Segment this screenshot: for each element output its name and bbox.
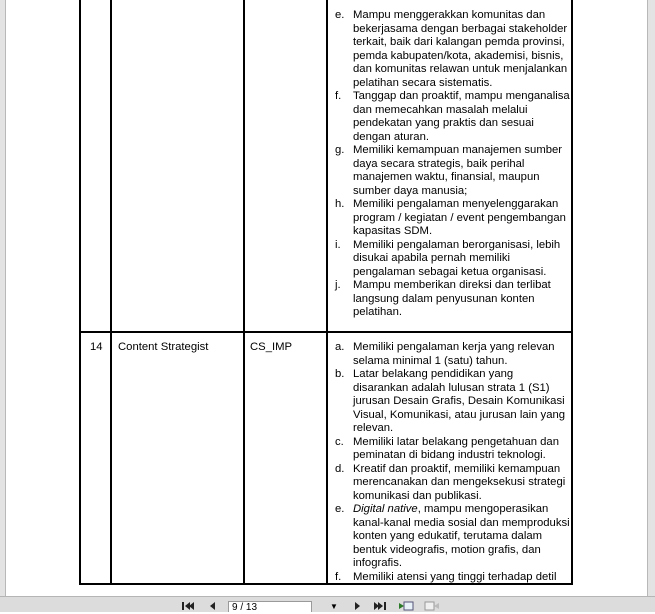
table-border-left xyxy=(79,0,81,585)
next-page-icon[interactable] xyxy=(350,601,366,612)
chevron-down-icon[interactable]: ▼ xyxy=(330,602,338,611)
list-item: c. Memiliki latar belakang pengetahuan dan peminatan di bidang industri teknologi. xyxy=(335,435,559,461)
page-number-input[interactable]: 9 / 13 xyxy=(228,601,312,612)
position-title: Content Strategist xyxy=(118,341,209,353)
viewer-right-margin xyxy=(647,0,655,596)
list-item: f. Tanggap dan proaktif, mampu menganalisa dan memecahkan masalah melalui pendekatan yang praktis dan sesuai dengan aturan. xyxy=(335,90,570,143)
first-page-icon[interactable] xyxy=(180,601,196,612)
list-item: e. Mampu menggerakkan komunitas dan bekerjasama dengan berbagai stakeholder terkait, baik dari kalangan pemda provinsi, pemda kabupaten/kota, akademisi, bisnis, dan komunitas relawan untuk menjalankan pelatihan secara sistematis. xyxy=(335,9,568,89)
document-page xyxy=(6,0,646,596)
list-item: i. Memiliki pengalaman berorganisasi, lebih disukai apabila pernah memiliki pengalaman sebagai ketua organisasi. xyxy=(335,238,561,278)
table-divider-number xyxy=(110,0,112,585)
table-divider-code xyxy=(326,0,328,585)
table-divider-position xyxy=(243,0,245,585)
pdf-toolbar xyxy=(0,596,655,612)
list-item: f. Memiliki atensi yang tinggi terhadap detil xyxy=(335,570,557,583)
position-code: CS_IMP xyxy=(250,341,293,353)
row-number: 14 xyxy=(90,341,103,353)
last-page-icon[interactable] xyxy=(372,601,388,612)
row-13-requirements xyxy=(335,9,570,320)
list-item: g. Memiliki kemampuan manajemen sumber daya secara strategis, baik perihal manajemen waktu, finansial, maupun sumber daya manusia; xyxy=(335,144,563,197)
list-item: a. Memiliki pengalaman kerja yang relevan selama minimal 1 (satu) tahun. xyxy=(335,341,555,367)
list-item: e. Digital native, mampu mengoperasikan kanal-kanal media sosial dan memproduksi konten yang edukatif, terutama dalam bentuk videografis, motion grafis, dan infografis. xyxy=(335,503,570,569)
previous-page-icon[interactable] xyxy=(204,601,220,612)
list-item: j. Mampu memberikan direksi dan terlibat langsung dalam penyusunan konten pelatihan. xyxy=(335,279,551,318)
list-item: h. Memiliki pengalaman menyelenggarakan program / kegiatan / event pengembangan kapasitas SDM. xyxy=(335,198,566,237)
list-item: b. Latar belakang pendidikan yang disarankan adalah lulusan strata 1 (S1) jurusan Desain Grafis, Desain Komunikasi Visual, Komunikasi, atau jurusan lain yang relevan. xyxy=(335,368,566,434)
table-border-right xyxy=(571,0,573,585)
row-separator xyxy=(79,331,573,333)
forward-view-icon[interactable] xyxy=(424,601,440,612)
back-view-icon[interactable] xyxy=(398,601,414,612)
list-item: d. Kreatif dan proaktif, memiliki kemampuan merencanakan dan mengeksekusi strategi komunikasi dan publikasi. xyxy=(335,462,566,502)
row-14-requirements xyxy=(335,341,570,584)
